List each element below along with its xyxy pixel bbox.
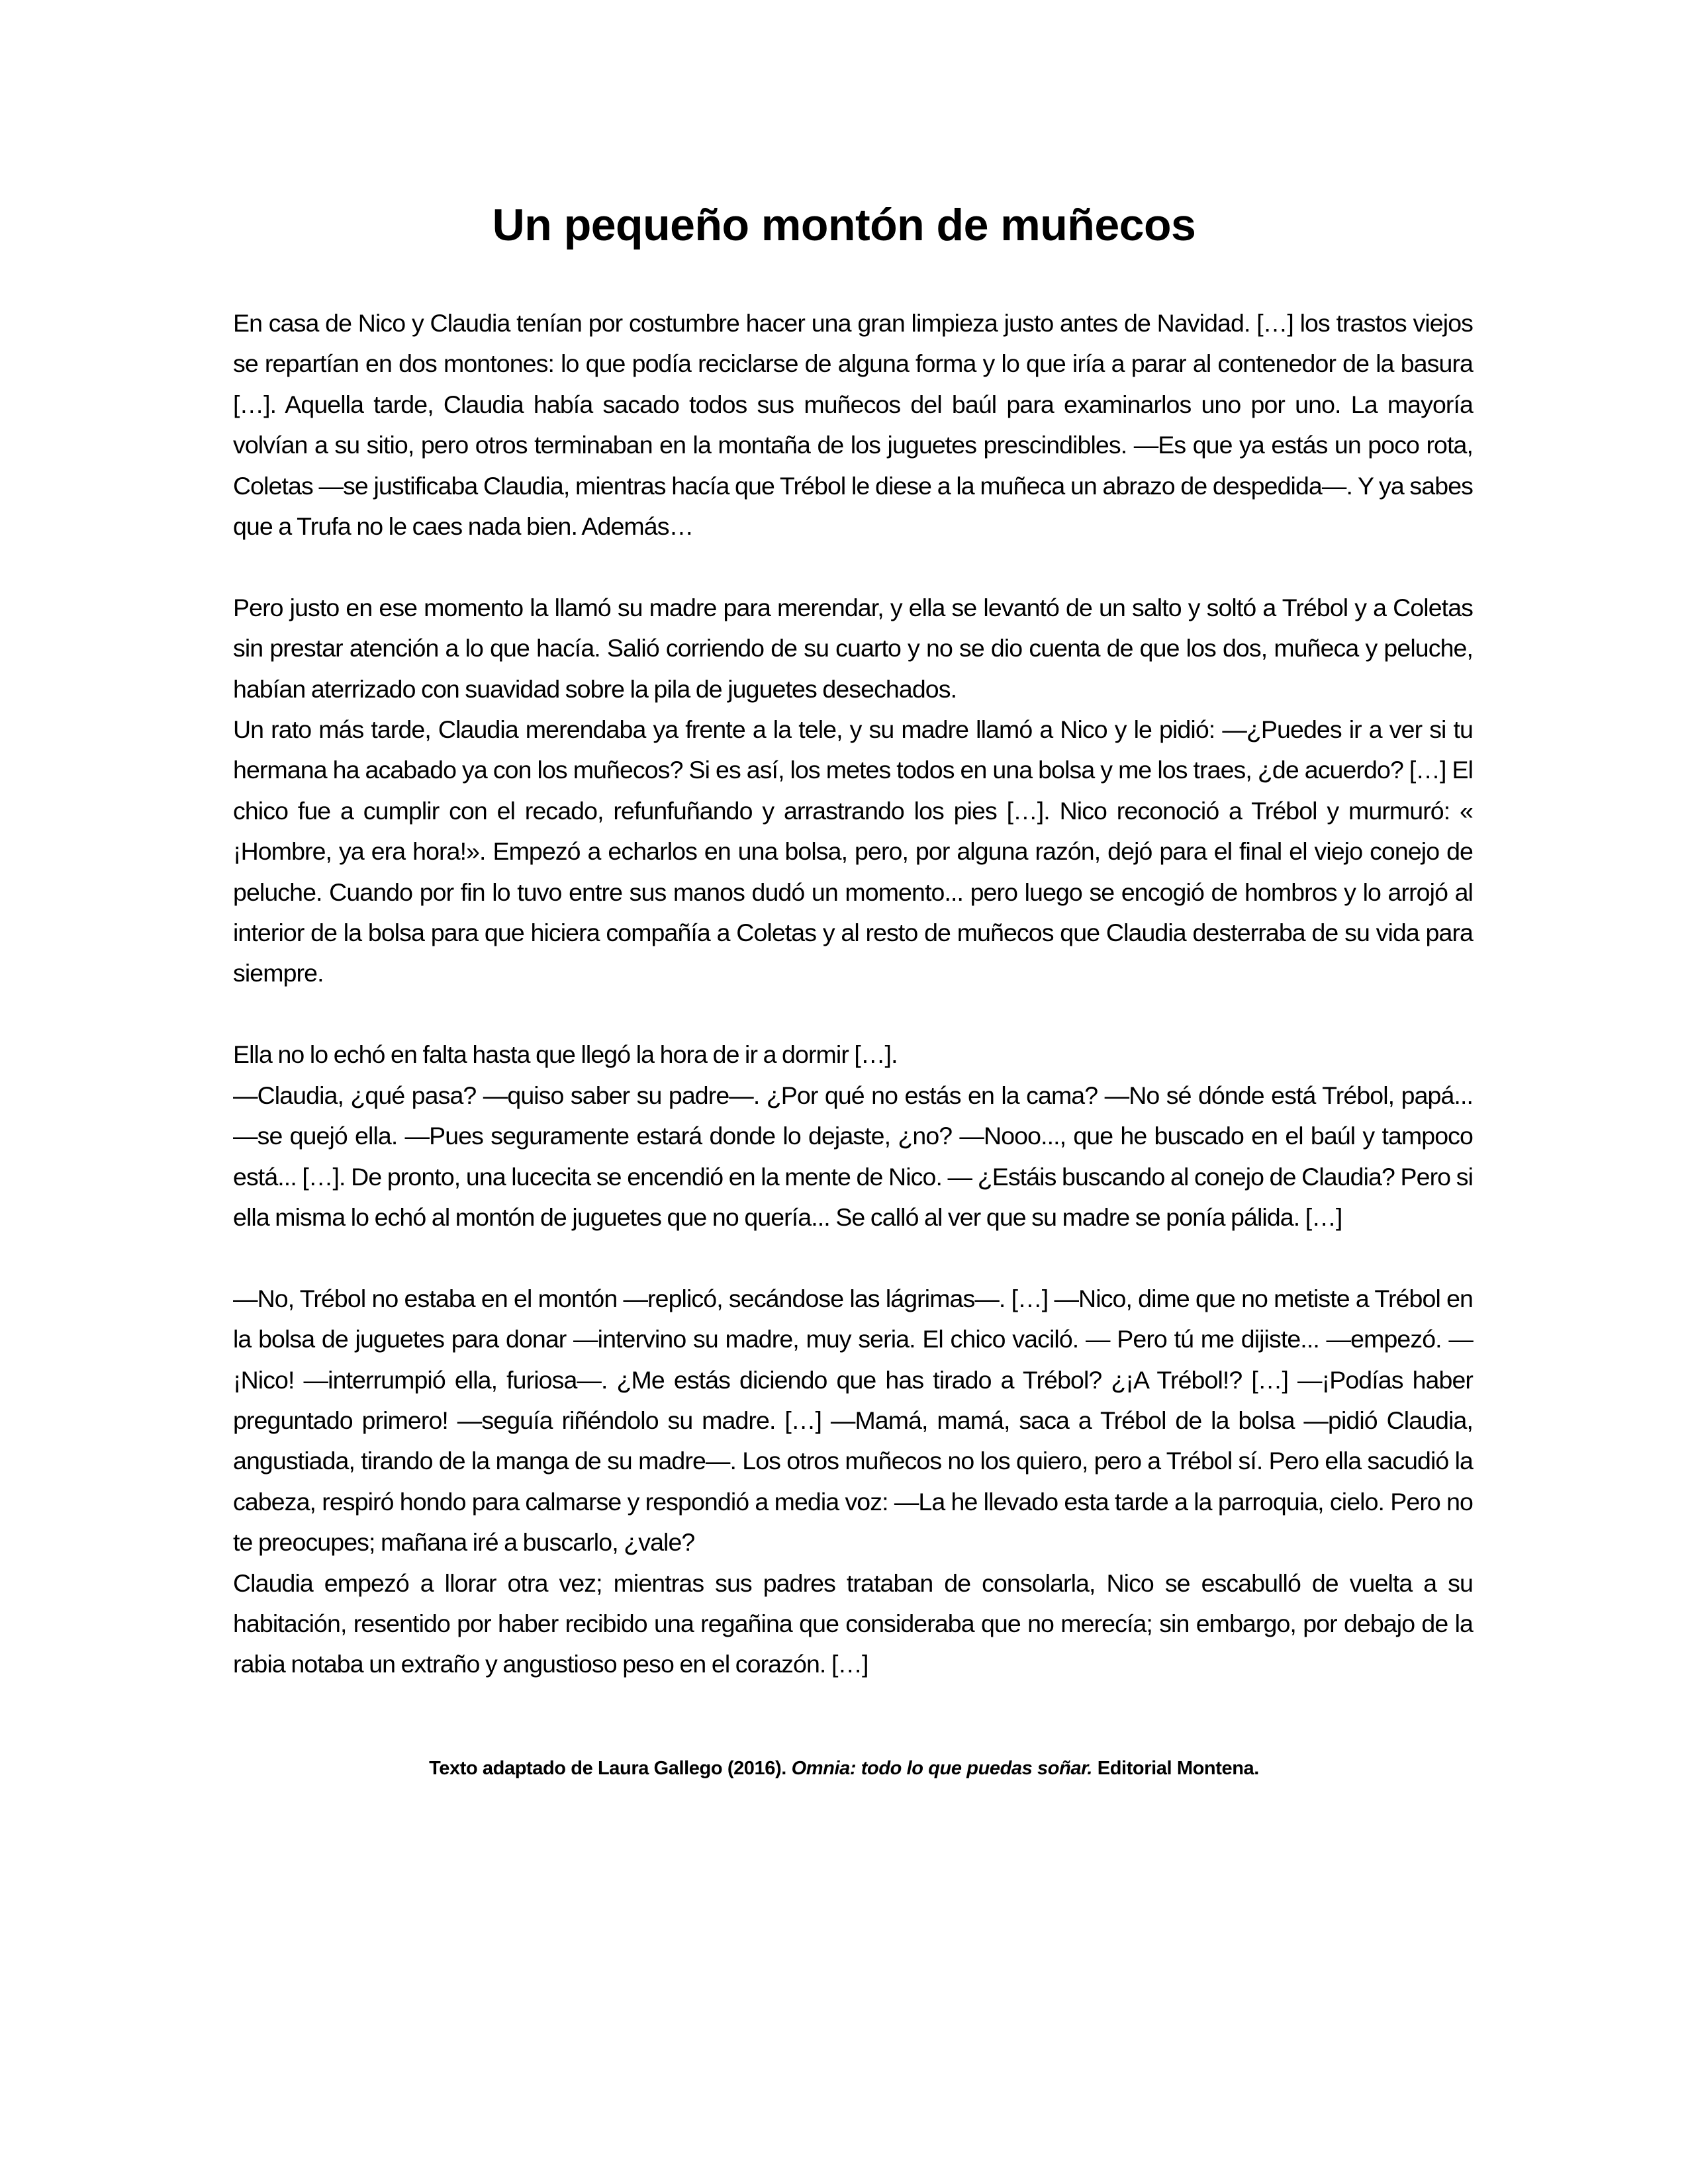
paragraph-6: —No, Trébol no estaba en el montón —replicó, secándose las lágrimas—. […] —Nico, dime que no metiste a Trébol en la bolsa de juguetes para donar —intervino su madre, muy seria. El chico vaciló. — Pero tú me dijiste... —empezó. —¡Nico! —interrumpió ella, furiosa—. ¿Me estás diciendo que has tirado a Trébol? ¿¡A Trébol!? […] —¡Podías haber preguntado primero! —seguía riñéndolo su madre. […] —Mamá, mamá, saca a Trébol de la bolsa —pidió Claudia, angustiada, tirando de la manga de su madre—. Los otros muñecos no los quiero, pero a Trébol sí. Pero ella sacudió la cabeza, respiró hondo para calmarse y respondió a media voz: —La he llevado esta tarde a la parroquia, cielo. Pero no te preocupes; mañana iré a buscarlo, ¿vale? — [233, 1284, 1473, 1557]
citation-publisher: Editorial Montena. — [1097, 1758, 1259, 1779]
document-title: Un pequeño montón de muñecos — [492, 200, 1196, 250]
paragraph-2: Pero justo en ese momento la llamó su madre para merendar, y ella se levantó de un salto y soltó a Trébol y a Coletas sin prestar atención a lo que hacía. Salió corriendo de su cuarto y no se dio cuenta de que los dos, muñeca y peluche, habían aterrizado con suavidad sobre la pila de juguetes desechados. — [233, 593, 1473, 703]
paragraph-3: Un rato más tarde, Claudia merendaba ya frente a la tele, y su madre llamó a Nico y le pidió: —¿Puedes ir a ver si tu hermana ha acabado ya con los muñecos? Si es así, los metes todos en una bolsa y me los traes, ¿de acuerdo? […] El chico fue a cumplir con el recado, refunfuñando y arrastrando los pies […]. Nico reconoció a Trébol y murmuró: « ¡Hombre, ya era hora!». Empezó a echarlos en una bolsa, pero, por alguna razón, dejó para el final el viejo conejo de peluche. Cuando por fin lo tuvo entre sus manos dudó un momento... pero luego se encogió de hombros y lo arrojó al interior de la bolsa para que hiciera compañía a Coletas y al resto de muñecos que Claudia desterraba de su vida para siempre. — [233, 715, 1473, 987]
paragraph-4: Ella no lo echó en falta hasta que llegó la hora de ir a dormir […]. — [233, 1040, 898, 1069]
paragraph-1: En casa de Nico y Claudia tenían por costumbre hacer una gran limpieza justo antes de Navidad. […] los trastos viejos se repartían en dos montones: lo que podía reciclarse de alguna forma y lo que iría a parar al contenedor de la basura […]. Aquella tarde, Claudia había sacado todos sus muñecos del baúl para examinarlos uno por uno. La mayoría volvían a su sitio, pero otros terminaban en la montaña de los juguetes prescindibles. —Es que ya estás un poco rota, Coletas —se justificaba Claudia, mientras hacía que Trébol le diese a la muñeca un abrazo de despedida—. Y ya sabes que a Trufa no le caes nada bien. Además… — [233, 309, 1473, 541]
citation-work-title: Omnia: todo lo que puedas soñar. — [791, 1758, 1093, 1779]
source-citation — [0, 1755, 1688, 1782]
story-body — [233, 303, 1473, 1685]
paragraph-7: Claudia empezó a llorar otra vez; mientras sus padres trataban de consolarla, Nico se escabulló de vuelta a su habitación, resentido por haber recibido una regañina que consideraba que no merecía; sin embargo, por debajo de la rabia notaba un extraño y angustioso peso en el corazón. […] — [233, 1569, 1473, 1678]
paragraph-5: —Claudia, ¿qué pasa? —quiso saber su padre—. ¿Por qué no estás en la cama? —No sé dónde está Trébol, papá... —se quejó ella. —Pues seguramente estará donde lo dejaste, ¿no? —Nooo..., que he buscado en el baúl y tampoco está... […]. De pronto, una lucecita se encendió en la mente de Nico. — ¿Estáis buscando al conejo de Claudia? Pero si ella misma lo echó al montón de juguetes que no quería... Se calló al ver que su madre se ponía pálida. […] — [233, 1081, 1473, 1231]
citation-prefix: Texto adaptado de Laura Gallego (2016). — [429, 1758, 786, 1779]
